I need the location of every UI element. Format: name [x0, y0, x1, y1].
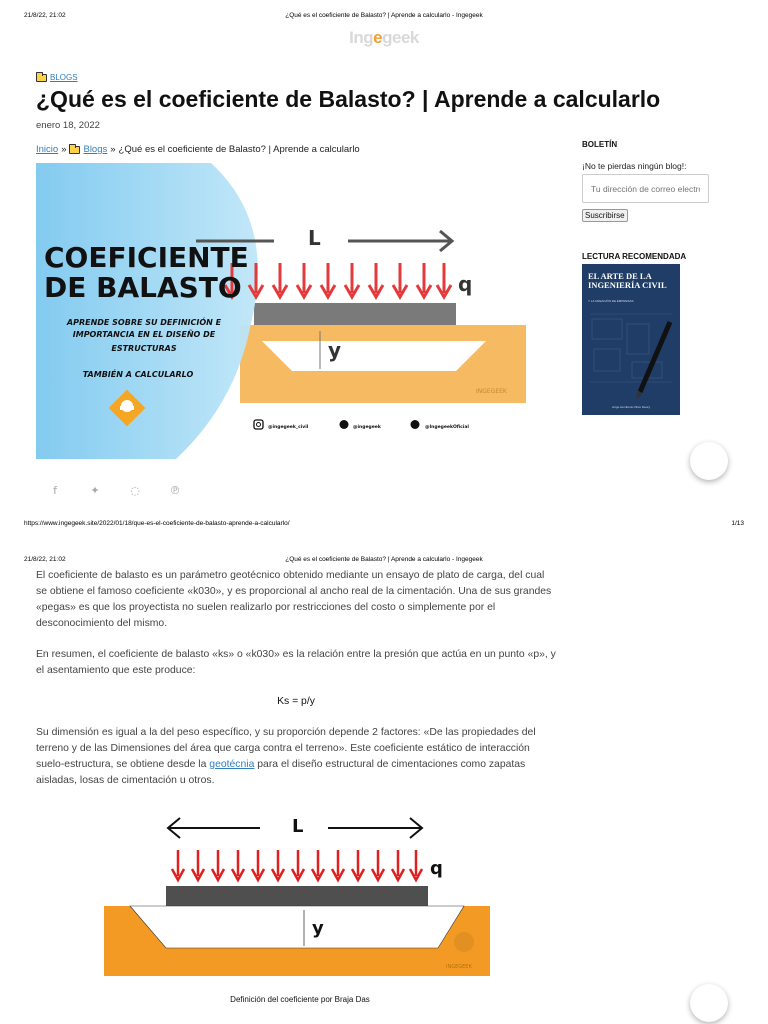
- book-title-line3: Y LA CREACIÓN DE EMPRESAS: [588, 299, 634, 303]
- breadcrumb-current: ¿Qué es el coeficiente de Balasto? | Aprende a calcularlo: [118, 144, 360, 155]
- folder-icon: [69, 146, 80, 154]
- email-input[interactable]: [582, 174, 709, 203]
- facebook-icon[interactable]: f: [53, 484, 57, 497]
- helmet-watermark-icon: [454, 932, 474, 952]
- breadcrumb-blogs-link[interactable]: Blogs: [83, 144, 108, 155]
- hero-label-L: L: [308, 226, 321, 250]
- article-paragraph-3: Su dimensión es igual a la del peso específico, y su proporción depende 2 factores: «De las propiedades del terreno y de las Dimensiones del área que carga contra el terreno». Este coeficiente estático de interacción suelo-estructura, se obtiene desde la geotécnia para el diseño estructural de cimentaciones como zapatas aisladas, losas de cimentación u otros.: [36, 727, 536, 786]
- balasto-diagram: [100, 808, 500, 980]
- hero-subtitle-line3: ESTRUCTURAS: [111, 344, 177, 353]
- print-date: 21/8/22, 21:02: [24, 12, 66, 19]
- social-instagram: @ingegeek_civil: [268, 425, 309, 430]
- figure-label-L: L: [292, 816, 304, 837]
- twitter-icon[interactable]: ✦: [90, 484, 100, 497]
- figure-watermark: INGEGEEK: [446, 964, 472, 970]
- share-buttons: [48, 484, 182, 497]
- figure-label-q: q: [430, 858, 443, 879]
- hero-label-y: y: [328, 338, 342, 362]
- hero-subtitle-line1: APRENDE SOBRE SU DEFINICIÓN E: [66, 318, 222, 327]
- article-body: [36, 568, 556, 804]
- hero-title-line1: COEFICIENTE: [44, 241, 249, 274]
- article-paragraph-1: El coeficiente de balasto es un parámetro geotécnico obtenido mediante un ensayo de plato de carga, del cual se obtiene el famoso coeficiente «k030», y es proporcional al ancho real de la cimentación. Una de sus grandes «pegas» es que los proyectista no suelen realizarlo por restricciones del costo o simplemente por el desconocimiento del mismo.: [36, 570, 552, 629]
- print-date: 21/8/22, 21:02: [24, 556, 66, 563]
- hero-subtitle-line2: IMPORTANCIA EN EL DISEÑO DE: [72, 330, 216, 339]
- newsletter-heading: BOLETÍN: [582, 140, 618, 149]
- print-doc-title: ¿Qué es el coeficiente de Balasto? | Aprende a calcularlo - Ingegeek: [285, 12, 483, 19]
- figure-label-y: y: [312, 918, 324, 939]
- hero-watermark: INGEGEEK: [476, 388, 507, 395]
- breadcrumb: Inicio » Blogs » ¿Qué es el coeficiente de Balasto? | Aprende a calcularlo: [36, 144, 360, 155]
- print-url: https://www.ingegeek.site/2022/01/18/que-es-el-coeficiente-de-balasto-aprende-a-calcularlo/: [24, 520, 290, 527]
- print-doc-title: ¿Qué es el coeficiente de Balasto? | Aprende a calcularlo - Ingegeek: [285, 556, 483, 563]
- social-twitter: @ingegeek: [353, 425, 381, 430]
- sidebar-newsletter: [582, 140, 722, 222]
- site-logo[interactable]: Ingegeek: [349, 28, 419, 47]
- recommended-book-cover[interactable]: [582, 264, 680, 415]
- breadcrumb-home-link[interactable]: Inicio: [36, 144, 59, 155]
- book-title-line2: INGENIERÍA CIVIL: [588, 280, 667, 290]
- logo-helmet-icon: e: [373, 28, 383, 47]
- twitter-icon: [340, 420, 349, 429]
- figure-caption: Definición del coeficiente por Braja Das: [230, 995, 370, 1004]
- article-paragraph-2: En resumen, el coeficiente de balasto «ks» o «k030» es la relación entre la presión que actúa en un punto «p», y el asentamiento que este produce:: [36, 649, 556, 676]
- category-link[interactable]: BLOGS: [36, 73, 78, 82]
- book-author: Jorge Humberto Olivo Fleury: [611, 405, 651, 409]
- facebook-icon: [411, 420, 420, 429]
- whatsapp-icon[interactable]: ◌: [130, 484, 140, 497]
- floating-action-button[interactable]: [690, 984, 728, 1022]
- recommended-heading: LECTURA RECOMENDADA: [582, 252, 687, 261]
- pinterest-icon[interactable]: ℗: [169, 484, 181, 497]
- floating-action-button[interactable]: [690, 442, 728, 480]
- print-footer-page1: [0, 520, 768, 532]
- post-date: enero 18, 2022: [36, 120, 100, 131]
- subscribe-button[interactable]: Suscribirse: [582, 209, 628, 222]
- book-title-line1: EL ARTE DE LA: [588, 271, 652, 281]
- newsletter-text: ¡No te pierdas ningún blog!:: [582, 161, 687, 171]
- print-header-page1: [0, 12, 768, 26]
- geotecnia-link[interactable]: geotécnia: [209, 759, 255, 770]
- formula: Ks = p/y: [277, 696, 315, 707]
- print-page-number: 1/13: [731, 520, 744, 527]
- folder-icon: [36, 74, 47, 82]
- page-title: ¿Qué es el coeficiente de Balasto? | Aprende a calcularlo: [36, 86, 661, 112]
- hero-label-q: q: [458, 272, 473, 296]
- social-facebook: @IngegeekOficial: [425, 425, 469, 430]
- hero-image: [36, 163, 572, 459]
- hero-title-line2: DE BALASTO: [44, 271, 242, 304]
- hero-tagline: TAMBIÉN A CALCULARLO: [82, 370, 194, 379]
